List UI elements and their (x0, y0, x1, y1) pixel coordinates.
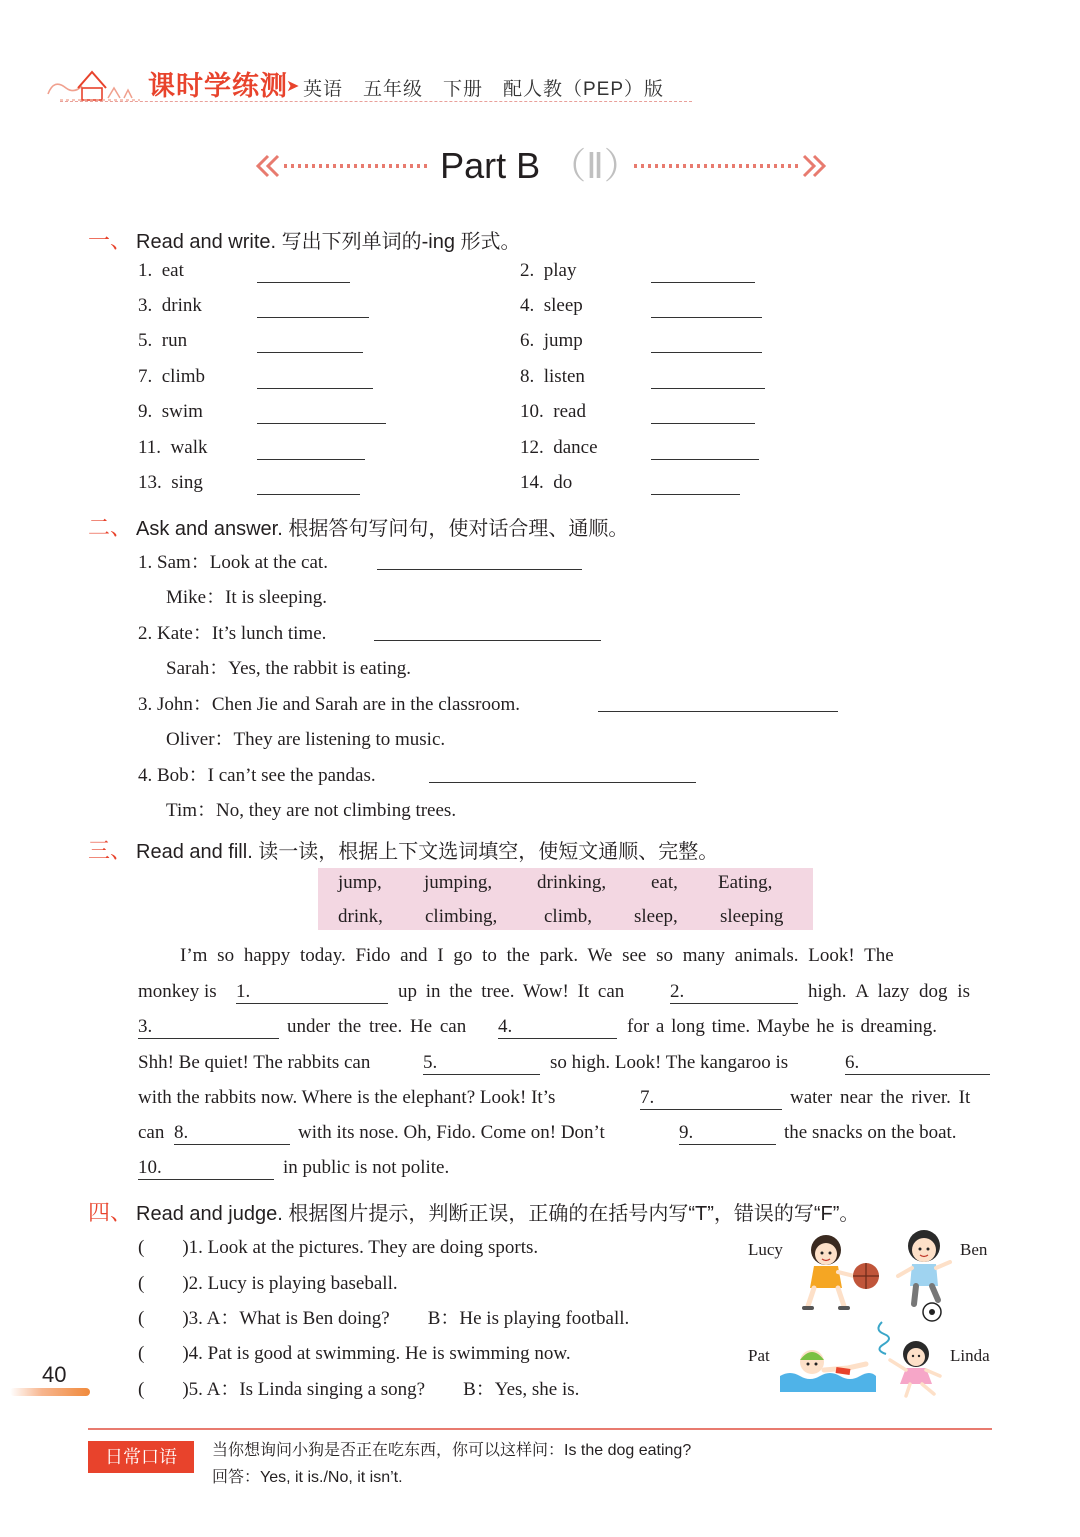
title-right-ornament (632, 152, 828, 180)
s1-answer-blank-7[interactable] (257, 388, 373, 389)
word-option: jumping, (424, 872, 493, 893)
passage-blank-10[interactable] (138, 1179, 274, 1180)
passage-text: monkey is (138, 981, 217, 1002)
s2-answer-blank-1[interactable] (377, 569, 582, 570)
s1-answer-blank-12[interactable] (651, 459, 759, 460)
page-title (0, 138, 1080, 189)
s1-item-5: 5. run (138, 330, 188, 351)
passage-blank-2[interactable] (670, 1003, 798, 1004)
label-linda: Linda (950, 1346, 990, 1365)
s1-answer-blank-10[interactable] (651, 423, 755, 424)
judge-item-4[interactable]: ( )4. Pat is good at swimming. He is swimming now. (138, 1343, 571, 1364)
passage-text: the snacks on the boat. (784, 1122, 957, 1143)
daily-speaking-line-2: 回答：Yes, it is./No, it isn’t. (212, 1469, 403, 1486)
judge-item-3[interactable]: ( )3. A：What is Ben doing? B：He is playing football. (138, 1308, 630, 1329)
label-pat: Pat (748, 1346, 770, 1365)
s2-reply-3: Oliver：They are listening to music. (166, 729, 446, 750)
s1-item-7: 7. climb (138, 366, 206, 387)
passage-text: Shh! Be quiet! The rabbits can (138, 1052, 371, 1073)
passage-text: water near the river. It (790, 1087, 971, 1108)
word-option: climbing, (425, 906, 498, 927)
blank-number: 9. (679, 1122, 694, 1143)
s1-answer-blank-9[interactable] (257, 423, 386, 424)
passage-blank-4[interactable] (498, 1038, 617, 1039)
daily-speaking-line-1: 当你想询问小狗是否正在吃东西，你可以这样问：Is the dog eating? (212, 1442, 692, 1459)
blank-number: 7. (640, 1087, 655, 1108)
title-main: Part B (440, 145, 541, 186)
word-option: drink, (338, 906, 383, 927)
section4-heading (88, 1196, 859, 1227)
s2-reply-2: Sarah：Yes, the rabbit is eating. (166, 658, 412, 679)
passage-blank-6[interactable] (845, 1074, 990, 1075)
judge-item-5[interactable]: ( )5. A：Is Linda singing a song? B：Yes, she is. (138, 1379, 580, 1400)
s2-answer-blank-4[interactable] (429, 782, 696, 783)
passage-text: under the tree. He can (287, 1016, 467, 1037)
passage-text: for a long time. Maybe he is dreaming. (627, 1016, 938, 1037)
header-arrow-icon: ➤ (286, 78, 300, 95)
passage-blank-7[interactable] (640, 1109, 782, 1110)
passage-text: high. A lazy dog is (808, 981, 970, 1002)
s2-question-4: 4. Bob：I can’t see the pandas. (138, 765, 376, 786)
blank-number: 10. (138, 1157, 162, 1178)
section1-heading (88, 224, 521, 255)
passage-blank-1[interactable] (236, 1003, 388, 1004)
s1-item-1: 1. eat (138, 260, 184, 281)
s1-answer-blank-8[interactable] (651, 388, 765, 389)
daily-speaking-label: 日常口语 (88, 1441, 194, 1473)
section2-title: Ask and answer. 根据答句写问句，使对话合理、通顺。 (136, 518, 629, 540)
passage-blank-3[interactable] (138, 1038, 279, 1039)
s1-item-12: 12. dance (520, 437, 598, 458)
linda-dancing-illustration (872, 1316, 952, 1400)
s1-item-8: 8. listen (520, 366, 585, 387)
blank-number: 2. (670, 981, 685, 1002)
label-ben: Ben (960, 1240, 988, 1259)
s1-item-4: 4. sleep (520, 295, 583, 316)
section4-number: 四、 (88, 1200, 133, 1225)
section1-number: 一、 (88, 228, 133, 253)
passage-line-1: I’m so happy today. Fido and I go to the park. We see so many animals. Look! The (180, 945, 894, 966)
word-option: sleeping (720, 906, 784, 927)
s1-answer-blank-14[interactable] (651, 494, 740, 495)
word-option: drinking, (537, 872, 607, 893)
s2-answer-blank-2[interactable] (374, 640, 601, 641)
passage-blank-9[interactable] (679, 1144, 776, 1145)
header-house-logo (44, 58, 144, 106)
section3-number: 三、 (88, 838, 133, 863)
s2-question-2: 2. Kate：It’s lunch time. (138, 623, 327, 644)
blank-number: 4. (498, 1016, 513, 1037)
s1-answer-blank-3[interactable] (257, 317, 369, 318)
passage-text: up in the tree. Wow! It can (398, 981, 625, 1002)
passage-text: in public is not polite. (283, 1157, 450, 1178)
section3-heading (88, 834, 718, 865)
s2-answer-blank-3[interactable] (598, 711, 838, 712)
page-number: 40 (42, 1362, 67, 1387)
footer-divider (88, 1428, 992, 1430)
s1-item-2: 2. play (520, 260, 577, 281)
blank-number: 5. (423, 1052, 438, 1073)
s1-answer-blank-6[interactable] (651, 352, 762, 353)
section4-title: Read and judge. 根据图片提示，判断正误，正确的在括号内写“T”，错误的写“F”。 (136, 1203, 860, 1225)
word-option: Eating, (718, 872, 773, 893)
s1-item-3: 3. drink (138, 295, 202, 316)
header-brand: 课时学练测 (148, 71, 288, 101)
word-bank (318, 868, 813, 930)
blank-number: 1. (236, 981, 251, 1002)
s1-item-11: 11. walk (138, 437, 208, 458)
header-subtitle: 英语 五年级 下册 配人教（PEP）版 (303, 79, 665, 100)
passage-text: so high. Look! The kangaroo is (550, 1052, 789, 1073)
passage-text: can (138, 1122, 165, 1143)
s1-item-13: 13. sing (138, 472, 203, 493)
judge-item-1[interactable]: ( )1. Look at the pictures. They are doing sports. (138, 1237, 539, 1258)
passage-blank-8[interactable] (174, 1144, 290, 1145)
page-number-bar (10, 1388, 90, 1396)
title-paren: （Ⅱ） (550, 145, 640, 186)
blank-number: 6. (845, 1052, 860, 1073)
section2-number: 二、 (88, 515, 133, 540)
section2-heading (88, 511, 628, 542)
passage-text: with the rabbits now. Where is the elephant? Look! It’s (138, 1087, 556, 1108)
passage-blank-5[interactable] (423, 1074, 540, 1075)
s1-answer-blank-5[interactable] (257, 352, 363, 353)
pat-swimming-illustration (776, 1340, 880, 1396)
s1-answer-blank-1[interactable] (257, 282, 350, 283)
header-divider (60, 101, 692, 102)
s1-answer-blank-4[interactable] (651, 317, 762, 318)
s1-answer-blank-2[interactable] (651, 282, 755, 283)
ben-football-illustration (888, 1226, 958, 1324)
judge-item-2[interactable]: ( )2. Lucy is playing baseball. (138, 1273, 398, 1294)
s1-item-10: 10. read (520, 401, 586, 422)
word-option: sleep, (634, 906, 678, 927)
s1-item-9: 9. swim (138, 401, 203, 422)
s2-question-3: 3. John：Chen Jie and Sarah are in the classroom. (138, 694, 521, 715)
label-lucy: Lucy (748, 1240, 783, 1259)
s1-item-6: 6. jump (520, 330, 583, 351)
passage-text: with its nose. Oh, Fido. Come on! Don’t (298, 1122, 605, 1143)
lucy-basketball-illustration (786, 1232, 882, 1318)
s2-reply-1: Mike：It is sleeping. (166, 587, 327, 608)
blank-number: 3. (138, 1016, 153, 1037)
word-option: eat, (651, 872, 678, 893)
section3-title: Read and fill. 读一读，根据上下文选词填空，使短文通顺、完整。 (136, 841, 719, 863)
s1-item-14: 14. do (520, 472, 573, 493)
word-option: jump, (338, 872, 382, 893)
section1-title: Read and write. 写出下列单词的-ing 形式。 (136, 231, 521, 253)
word-option: climb, (544, 906, 593, 927)
s2-question-1: 1. Sam：Look at the cat. (138, 552, 328, 573)
blank-number: 8. (174, 1122, 189, 1143)
s1-answer-blank-11[interactable] (257, 459, 365, 460)
s1-answer-blank-13[interactable] (257, 494, 360, 495)
s2-reply-4: Tim：No, they are not climbing trees. (166, 800, 457, 821)
